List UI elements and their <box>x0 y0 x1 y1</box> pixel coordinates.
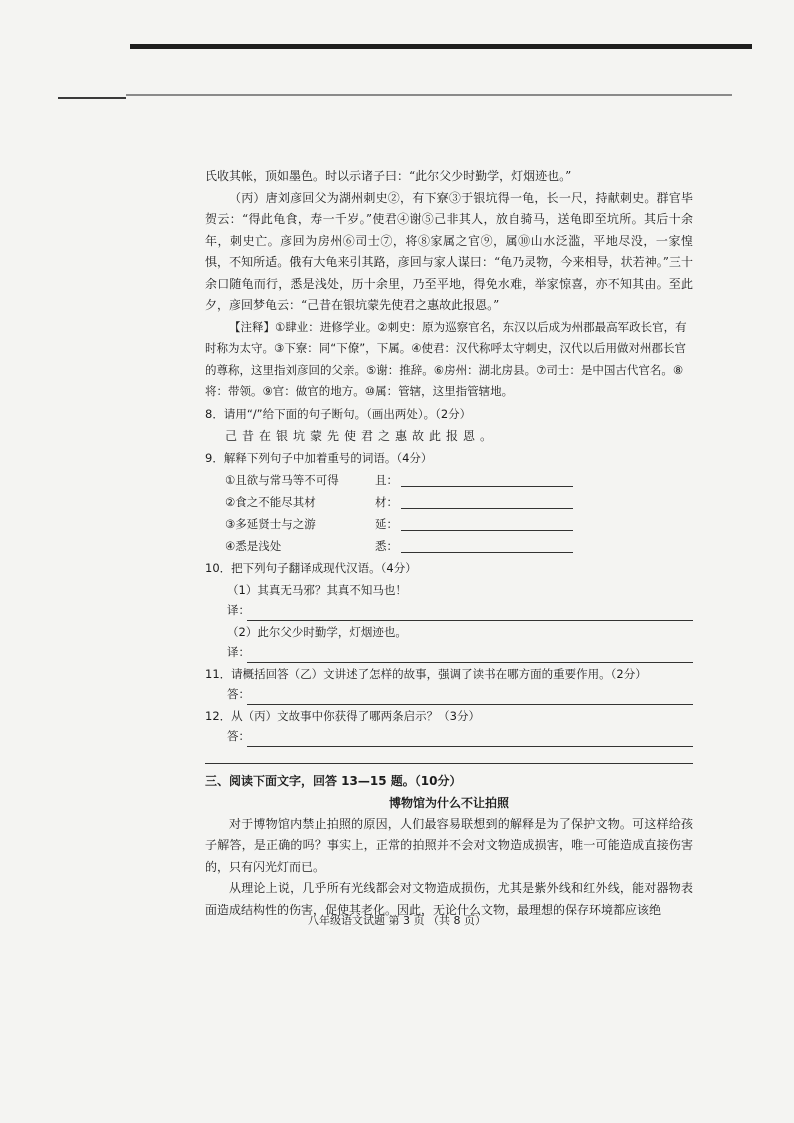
top-border-rule <box>130 44 752 49</box>
answer-label: 答： <box>227 686 250 701</box>
question-9-sentence: ①且欲与常马等不可得 <box>225 472 339 487</box>
answer-row <box>227 685 693 705</box>
left-header-rule <box>58 97 126 99</box>
header-rule <box>126 94 732 96</box>
page-footer: 八年级语文试题 第 3 页 （共 8 页） <box>308 914 486 927</box>
question-9-key: 延： <box>375 516 398 531</box>
answer-blank[interactable] <box>401 538 573 553</box>
question-10-stem: 10．把下列句子翻译成现代汉语。（4分） <box>205 560 417 575</box>
page-content <box>205 166 693 921</box>
question-11-stem: 11．请概括回答（乙）文讲述了怎样的故事，强调了读书在哪方面的重要作用。（2分） <box>205 666 647 681</box>
question-12-stem: 12．从（丙）文故事中你获得了哪两条启示？（3分） <box>205 708 480 723</box>
passage-intro: 氏收其帐，顶如墨色。时以示诸子曰：“此尔父少时勤学，灯烟迹也。” <box>205 169 572 183</box>
answer-blank[interactable] <box>247 734 693 747</box>
answer-blank[interactable] <box>401 494 573 509</box>
section-3-title: 三、阅读下面文字，回答 13—15 题。（10分） <box>205 773 462 788</box>
question-9-item <box>225 491 693 513</box>
answer-blank[interactable] <box>205 747 693 764</box>
article-title: 博物馆为什么不让拍照 <box>388 795 509 810</box>
passage-bing: （丙）唐刘彦回父为湖州刺史②，有下寮③于银坑得一龟，长一尺，持献刺史。群官毕贺云：“得此龟食，寿一千岁。”使君④谢⑤己非其人，放自骑马，送龟即至坑所。其后十余年，刺史亡。彦回为房州⑥司士⑦，将⑧家属之官⑨，属⑩山水泛滥，平地尽没，一家惶惧，不知所适。俄有大龟来引其路，彦回与家人谋曰：“龟乃灵物，今来相导，状若神。”三十余口随龟而行，悉是浅处，历十余里，乃至平地，得免水难，举家惊喜，亦不知其由。至此夕，彦回梦龟云：“己昔在银坑蒙先使君之惠故此报恩。” <box>205 190 693 312</box>
annotations: 【注释】①肆业：进修学业。②刺史：原为巡察官名，东汉以后成为州郡最高军政长官，有时称为太守。③下寮：同“下僚”，下属。④使君：汉代称呼太守刺史，汉代以后用做对州郡长官的尊称，这里指刘彦回的父亲。⑤谢：推辞。⑥房州：湖北房县。⑦司士：是中国古代官名。⑧将：带领。⑨官：做官的地方。⑩属：管辖，这里指管辖地。 <box>205 319 687 398</box>
answer-row <box>227 601 693 621</box>
article-paragraph: 对于博物馆内禁止拍照的原因，人们最容易联想到的解释是为了保护文物。可这样给孩子解答，是正确的吗？事实上，正常的拍照并不会对文物造成损害，唯一可能造成直接伤害的，只有闪光灯而已。 <box>205 816 693 874</box>
question-10-sentence-1: （1）其真无马邪？其真不知马也！ <box>227 582 407 597</box>
article-paragraph: 从理论上说，几乎所有光线都会对文物造成损伤，尤其是紫外线和红外线，能对器物表面造成结构性的伤害，促使其老化。因此，无论什么文物，最理想的保存环境都应该绝 <box>205 881 693 917</box>
answer-label: 译： <box>227 644 250 659</box>
question-9-key: 材： <box>375 494 398 509</box>
answer-blank[interactable] <box>401 516 573 531</box>
question-9-sentence: ②食之不能尽其材 <box>225 494 316 509</box>
answer-blank[interactable] <box>401 472 573 487</box>
answer-blank[interactable] <box>247 650 693 663</box>
question-9-item <box>225 513 693 535</box>
question-9-key: 悉： <box>375 538 398 553</box>
question-9-key: 且： <box>375 472 398 487</box>
answer-row <box>227 643 693 663</box>
answer-blank[interactable] <box>247 608 693 621</box>
question-8-stem: 8．请用“/”给下面的句子断句。（画出两处）。（2分） <box>205 406 472 421</box>
answer-blank[interactable] <box>247 692 693 705</box>
answer-row <box>227 727 693 747</box>
question-9-item <box>225 535 693 557</box>
answer-label: 译： <box>227 602 250 617</box>
question-8-sentence[interactable]: 己昔在银坑蒙先使君之惠故此报恩。 <box>225 428 498 443</box>
question-9-item <box>225 469 693 491</box>
question-9-stem: 9．解释下列句子中加着重号的词语。（4分） <box>205 450 433 465</box>
question-9-sentence: ④悉是浅处 <box>225 538 282 553</box>
question-10-sentence-2: （2）此尔父少时勤学，灯烟迹也。 <box>227 624 407 639</box>
answer-label: 答： <box>227 728 250 743</box>
question-9-sentence: ③多延贤士与之游 <box>225 516 316 531</box>
